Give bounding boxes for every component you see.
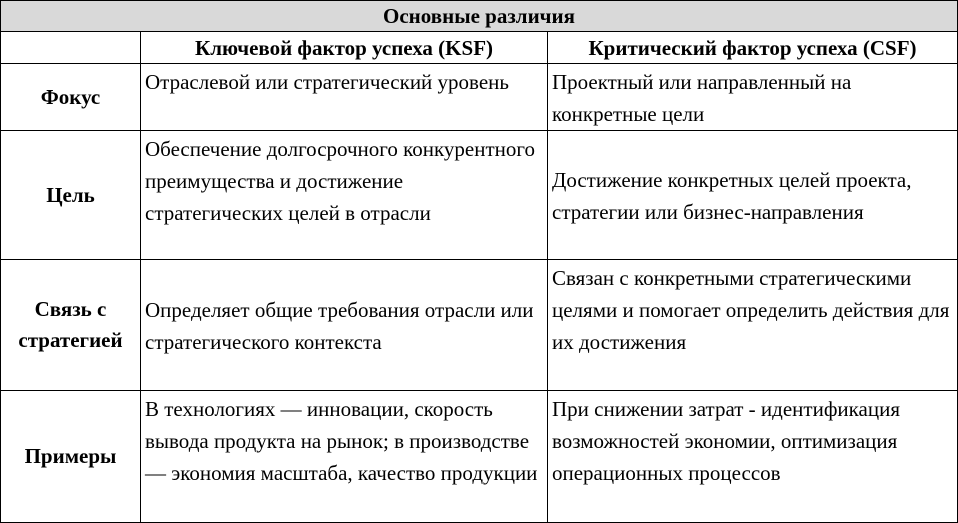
table-title: Основные различия: [1, 1, 958, 32]
row-label-focus: Фокус: [1, 64, 141, 131]
table-row-examples: [1, 391, 958, 523]
table-row-strategy: [1, 260, 958, 391]
row-label-goal: Цель: [1, 131, 141, 260]
header-row: [1, 32, 958, 64]
table-row-goal: [1, 131, 958, 260]
cell-csf-strategy: Связан с конкретными стратегическими целями и помогает определить действия для их достижения: [548, 260, 958, 391]
cell-ksf-strategy: Определяет общие требования отрасли или стратегического контекста: [141, 260, 548, 391]
header-csf: Критический фактор успеха (CSF): [548, 32, 958, 64]
cell-csf-focus: Проектный или направленный на конкретные цели: [548, 64, 958, 131]
header-corner-cell: [1, 32, 141, 64]
row-label-examples: Примеры: [1, 391, 141, 523]
row-label-strategy: Связь с стратегией: [1, 260, 141, 391]
cell-ksf-focus: Отраслевой или стратегический уровень: [141, 64, 548, 131]
cell-ksf-examples: В технологиях — инновации, скорость вывода продукта на рынок; в производстве — экономия масштаба, качество продукции: [141, 391, 548, 523]
table-row-focus: [1, 64, 958, 131]
title-row: [1, 1, 958, 32]
header-ksf: Ключевой фактор успеха (KSF): [141, 32, 548, 64]
cell-ksf-goal: Обеспечение долгосрочного конкурентного преимущества и достижение стратегических целей в отрасли: [141, 131, 548, 260]
cell-csf-goal: Достижение конкретных целей проекта, стратегии или бизнес-направления: [548, 131, 958, 260]
cell-csf-examples: При снижении затрат - идентификация возможностей экономии, оптимизация операционных процессов: [548, 391, 958, 523]
